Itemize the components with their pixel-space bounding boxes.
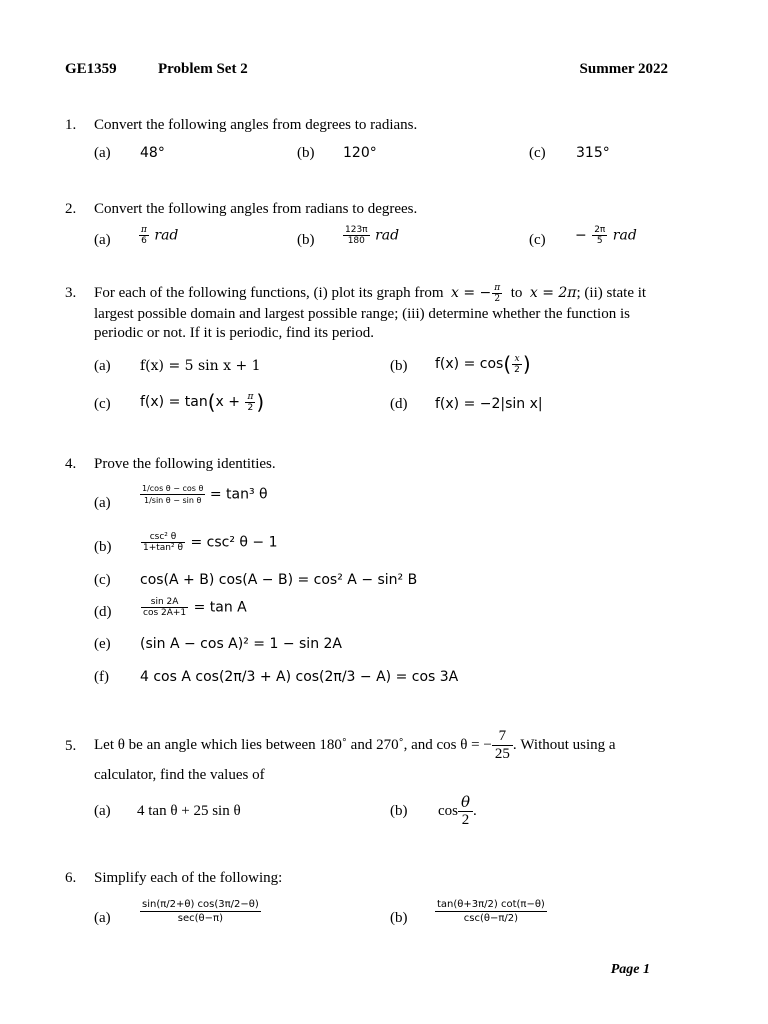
q5-a-expr: 4 tan θ + 25 sin θ bbox=[137, 803, 241, 819]
question-1-number: 1. bbox=[65, 117, 77, 133]
q4-f-label: (f) bbox=[94, 669, 109, 685]
q5-a-label: (a) bbox=[94, 803, 111, 819]
q6-a-expr: $\frac{\sin(\pi/2+\theta) \cos(3\pi/2-\theta)}{\sec(\theta-\pi)}$ bbox=[142, 899, 259, 924]
question-3-line-3: periodic or not. If it is periodic, find its period. bbox=[94, 325, 374, 341]
q2-a-expr: $\frac{\pi}{6}$ rad bbox=[141, 225, 179, 246]
q5-b-label: (b) bbox=[390, 803, 408, 819]
q4-b-expr: $\frac{\text{csc² θ}}{\text{1+tan² θ}}$ = csc² θ − 1 bbox=[143, 532, 278, 553]
q1-c-expr: 315° bbox=[576, 145, 610, 161]
question-2-text: Convert the following angles from radians to degrees. bbox=[94, 201, 418, 217]
q4-d-expr: $\frac{\sin 2A}{\cos 2A+1}$ = tan A bbox=[143, 597, 247, 618]
q1-b-expr: 120° bbox=[343, 145, 377, 161]
q4-c-expr: cos(A + B) cos(A − B) = cos² A − sin² B bbox=[140, 572, 418, 588]
q6-b-label: (b) bbox=[390, 910, 408, 926]
q4-e-expr: (sin A − cos A)² = 1 − sin 2A bbox=[140, 636, 342, 652]
q1-b-label: (b) bbox=[297, 145, 315, 161]
q3-c-label: (c) bbox=[94, 396, 111, 412]
q3-b-label: (b) bbox=[390, 358, 408, 374]
question-2-number: 2. bbox=[65, 201, 77, 217]
question-5-line-1: Let θ be an angle which lies between 180˚ and 270˚, and cos θ = − $\frac{7}{25}$ . Without using a bbox=[94, 728, 616, 762]
q3-d-label: (d) bbox=[390, 396, 408, 412]
q2-c-label: (c) bbox=[529, 232, 546, 248]
course-code: GE1359 bbox=[65, 61, 117, 77]
q6-b-expr: $\frac{\tan(\theta+3\pi/2) \cot(\pi-\theta)}{\csc(\theta-\pi/2)}$ bbox=[437, 899, 545, 924]
q3-a-label: (a) bbox=[94, 358, 111, 374]
q1-a-label: (a) bbox=[94, 145, 111, 161]
q4-e-label: (e) bbox=[94, 636, 111, 652]
question-3-number: 3. bbox=[65, 285, 77, 301]
q1-a-expr: 48° bbox=[140, 145, 165, 161]
question-5-number: 5. bbox=[65, 738, 77, 754]
question-6-text: Simplify each of the following: bbox=[94, 870, 283, 886]
problem-set-title: Problem Set 2 bbox=[158, 61, 248, 77]
question-4-number: 4. bbox=[65, 456, 77, 472]
q2-c-expr: − $\frac{2\pi}{5}$ rad bbox=[575, 225, 637, 246]
question-3-line-1: For each of the following functions, (i) plot its graph from x = − $\frac{\pi}{2}$ to x = 2π; (ii) state it bbox=[94, 283, 647, 305]
term: Summer 2022 bbox=[579, 61, 668, 77]
question-4-text: Prove the following identities. bbox=[94, 456, 276, 472]
question-6-number: 6. bbox=[65, 870, 77, 886]
q4-f-expr: 4 cos A cos(2π/3 + A) cos(2π/3 − A) = cos 3A bbox=[140, 669, 459, 685]
q4-a-label: (a) bbox=[94, 495, 111, 511]
q3-d-expr: f(x) = −2|sin x| bbox=[435, 396, 543, 412]
question-3-line-2: largest possible domain and largest possible range; (iii) determine whether the function is bbox=[94, 306, 630, 322]
q3-c-expr: f(x) = tan(x + $\frac{\pi}{2}$ ) bbox=[140, 390, 265, 414]
q2-a-label: (a) bbox=[94, 232, 111, 248]
q2-b-label: (b) bbox=[297, 232, 315, 248]
q4-d-label: (d) bbox=[94, 604, 112, 620]
q4-c-label: (c) bbox=[94, 572, 111, 588]
q1-c-label: (c) bbox=[529, 145, 546, 161]
q4-b-label: (b) bbox=[94, 539, 112, 555]
q2-b-expr: $\frac{123\pi}{180}$ rad bbox=[345, 225, 400, 246]
q6-a-label: (a) bbox=[94, 910, 111, 926]
q3-a-expr: f(x) = 5 sin x + 1 bbox=[140, 358, 261, 374]
q4-a-expr: $\frac{\text{1/cos θ − cos θ}}{\text{1/sin θ − sin θ}}$ = tan³ θ bbox=[142, 484, 268, 505]
question-1-text: Convert the following angles from degrees to radians. bbox=[94, 117, 418, 133]
question-5-line-2: calculator, find the values of bbox=[94, 767, 265, 783]
q5-b-expr: cos $\frac{\theta}{2}$ . bbox=[438, 793, 477, 828]
page-number: Page 1 bbox=[610, 962, 650, 977]
q3-b-expr: f(x) = cos( $\frac{x}{2}$ ) bbox=[435, 352, 531, 376]
